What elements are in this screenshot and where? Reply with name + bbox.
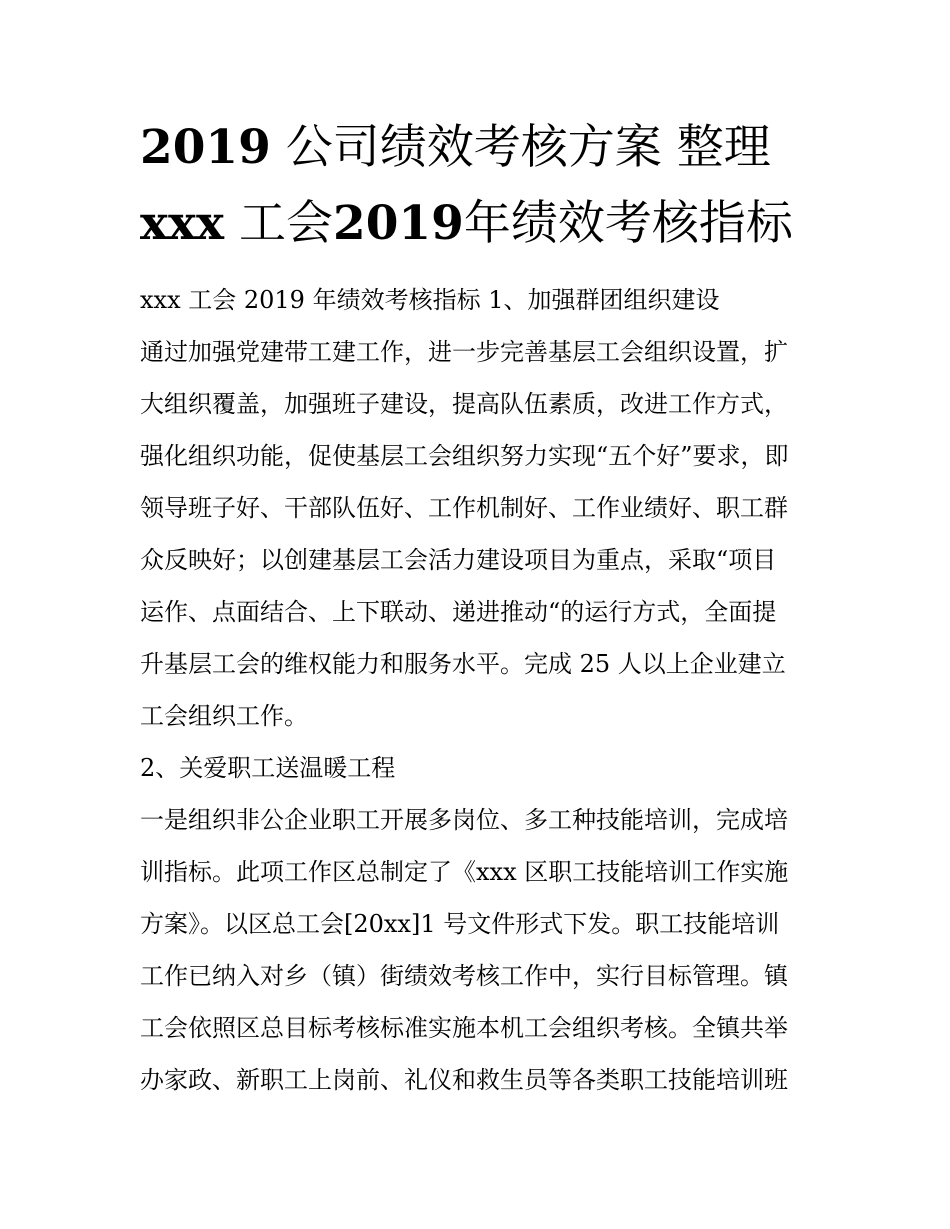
title-year: 2019 [333, 196, 464, 251]
body-line: 方案》。以区总工会[20xx]1 号文件形式下发。职工技能培训 [140, 910, 780, 938]
body-line: 升基层工会的维权能力和服务水平。完成 25 人以上企业建立 [140, 650, 786, 678]
document-title-line-2 [140, 194, 840, 254]
body-line: 强化组织功能，促使基层工会组织努力实现“五个好”要求，即 [140, 442, 789, 470]
body-line: 运作、点面结合、上下联动、递进推动“的运行方式，全面提 [140, 598, 777, 626]
body-line: 领导班子好、干部队伍好、工作机制好、工作业绩好、职工群 [140, 494, 788, 522]
title-text: 公司绩效考核方案 整理 [285, 120, 771, 175]
title-text-1: 工会 [239, 196, 334, 251]
document-title-line-1 [140, 118, 840, 178]
body-line: 大组织覆盖，加强班子建设，提高队伍素质，改进工作方式， [140, 390, 788, 418]
body-line: 一是组织非公企业职工开展多岗位、多工种技能培训，完成培 [140, 806, 788, 834]
body-line: 工作已纳入对乡（镇）街绩效考核工作中，实行目标管理。镇 [140, 962, 788, 990]
section-heading: 2、关爱职工送温暖工程 [140, 754, 396, 782]
body-line: xxx 工会 2019 年绩效考核指标 1、加强群团组织建设 [140, 286, 720, 314]
body-line: 通过加强党建带工建工作，进一步完善基层工会组织设置，扩 [140, 338, 788, 366]
title-year: 2019 [140, 120, 271, 175]
body-line: 办家政、新职工上岗前、礼仪和救生员等各类职工技能培训班 [140, 1066, 788, 1094]
title-prefix: xxx [140, 196, 225, 251]
body-line: 训指标。此项工作区总制定了《xxx 区职工技能培训工作实施 [140, 858, 789, 886]
body-line: 工会依照区总目标考核标准实施本机工会组织考核。全镇共举 [140, 1014, 788, 1042]
title-text-2: 年绩效考核指标 [463, 196, 793, 251]
body-line: 众反映好；以创建基层工会活力建设项目为重点，采取“项目 [140, 546, 777, 574]
body-line: 工会组织工作。 [140, 702, 308, 730]
document-body [140, 274, 820, 1106]
